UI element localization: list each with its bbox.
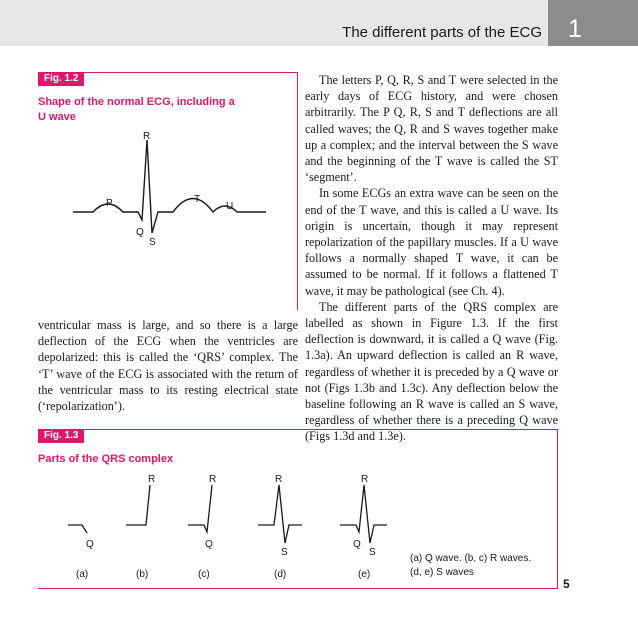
qrs-panel-c-r-label: R [209, 474, 217, 485]
qrs-panel-a-trace [68, 525, 87, 533]
ecg-trace [73, 140, 266, 233]
qrs-panel-c-id: (c) [198, 569, 210, 580]
ecg-label-u: U [226, 201, 234, 212]
qrs-panel-e-id: (e) [358, 569, 371, 580]
qrs-panel-e-q-label: Q [353, 539, 361, 550]
qrs-panel-d-id: (d) [274, 569, 287, 580]
figure-1-3-legend-line2: (d, e) S waves [410, 567, 474, 578]
right-paragraph-3: The different parts of the QRS complex are labelled as shown in Figure 1.3. If the first deflection is downward, it is called a Q wave (Fig. 1.3a). An upward deflection is called an R wave, regardless of whether it is preceded by a Q wave or not (Figs 1.3b and 1.3c). Any deflection below the baseline following an R wave is called an S wave, regardless of whether there is a preceding Q wave (Figs 1.3d and 1.3e). [305, 299, 558, 444]
chapter-number: 1 [568, 15, 582, 43]
qrs-panel-c-trace [188, 485, 212, 532]
qrs-panel-d-r-label: R [275, 474, 283, 485]
qrs-panel-d-s-label: S [281, 547, 288, 558]
qrs-complex-diagram [38, 470, 408, 585]
left-body-text [38, 317, 298, 414]
ecg-label-q: Q [136, 227, 144, 238]
figure-1-3-legend-line1: (a) Q wave. (b, c) R waves. [410, 553, 532, 564]
figure-1-3-caption: Parts of the QRS complex [38, 453, 174, 465]
qrs-panel-b-id: (b) [136, 569, 149, 580]
figure-1-2-tag: Fig. 1.2 [38, 72, 84, 86]
qrs-panel-e-r-label: R [361, 474, 369, 485]
right-paragraph-1: The letters P, Q, R, S and T were selected in the early days of ECG history, and were chosen arbitrarily. The P Q, R, S and T deflections are all called waves; the Q, R and S waves together make up a complex; and the interval between the S wave and the beginning of the T wave is called the ST ‘segment’. [305, 73, 558, 185]
qrs-panel-e-s-label: S [369, 547, 376, 558]
chapter-tab [548, 0, 638, 46]
right-body-text [305, 72, 558, 445]
page-number: 5 [563, 577, 570, 591]
figure-1-2-caption-line2: U wave [38, 111, 76, 123]
qrs-panel-e-trace [340, 485, 387, 543]
figure-1-2-caption [38, 95, 235, 125]
qrs-panel-b-trace [126, 485, 150, 525]
ecg-label-p: P [106, 198, 113, 209]
ecg-label-s: S [149, 237, 156, 248]
qrs-panel-c-q-label: Q [205, 539, 213, 550]
right-paragraph-2: In some ECGs an extra wave can be seen on the end of the T wave, and this is called a U wave. Its origin is uncertain, though it may represent repolarization of the papillary muscles. If a U wave follows a normally shaped T wave, it can be assumed to be normal. If it follows a flattened T wave, it may be pathological (see Ch. 4). [305, 186, 558, 298]
qrs-panel-a-q-label: Q [86, 539, 94, 550]
ecg-label-r: R [143, 131, 151, 142]
qrs-panel-b-r-label: R [148, 474, 156, 485]
ecg-label-t: T [194, 194, 201, 205]
figure-1-3-legend [410, 552, 531, 580]
qrs-panel-d-trace [258, 485, 302, 543]
figure-1-2-caption-line1: Shape of the normal ECG, including a [38, 96, 235, 108]
running-header-title: The different parts of the ECG [342, 24, 542, 41]
left-paragraph-1: ventricular mass is large, and so there is a large deflection of the ECG when the ventricles are depolarized: this is called the ‘QRS’ complex. The ‘T’ wave of the ECG is associated with the return of the ventricular mass to its resting electrical state (‘repolarization’). [38, 318, 298, 414]
normal-ecg-diagram [38, 130, 298, 260]
qrs-panel-a-id: (a) [76, 569, 89, 580]
figure-1-3-tag: Fig. 1.3 [38, 429, 84, 443]
